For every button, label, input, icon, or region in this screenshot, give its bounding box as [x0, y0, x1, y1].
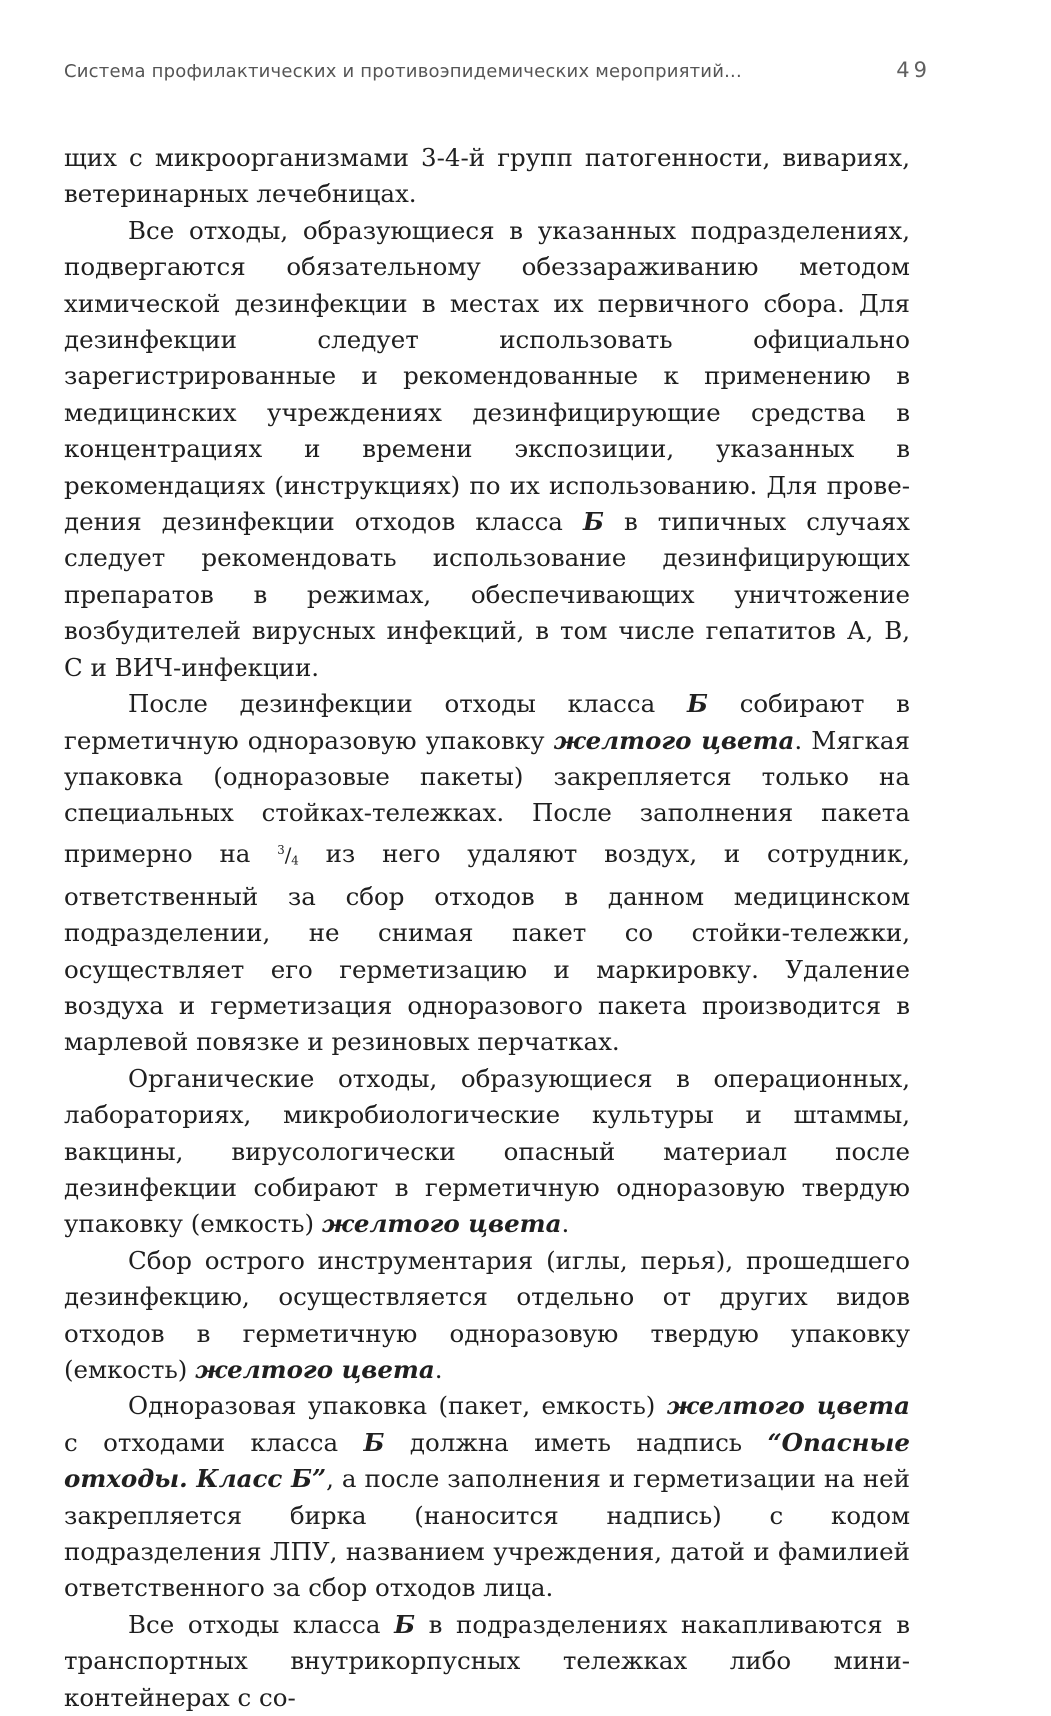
text-run: Все отходы класса — [128, 1609, 395, 1639]
text-run: собирают в герметичную одноразовую упаковку — [64, 689, 910, 755]
paragraph — [64, 140, 910, 213]
paragraph — [64, 1061, 910, 1243]
emphasis-text: желтого цвета — [321, 1209, 562, 1239]
fraction-numerator: 3 — [277, 842, 285, 857]
fraction-denominator: 4 — [291, 853, 299, 868]
text-run: из него удаляют воздух, и сотрудник, ответственный за сбор отходов в данном медицинском подразделении, не снимая пакет со стойки-тележки, осуществляет его герметизацию и маркировку. Удаление воздуха и герметизация одноразового пакета производится в марлевой повязке и резиновых перчатках. — [64, 838, 910, 1057]
emphasis-text: Б — [363, 1427, 385, 1457]
paragraph — [64, 1243, 910, 1389]
text-run: Органические отходы, образующиеся в операционных, лабораториях, микробиологические культуры и штаммы, вакцины, вирусологически опасный материал после дезинфекции собирают в герметичную одноразовую твердую упаковку (емкость) — [64, 1063, 910, 1239]
text-run: Сбор острого инструментария (иглы, перья), прошедшего дезинфекцию, осуществляется отдельно от других видов отходов в герметичную одноразовую твердую упаковку (емкость) — [64, 1245, 910, 1384]
paragraph — [64, 1388, 910, 1606]
emphasis-text: “Опасные отходы. Класс Б” — [64, 1427, 910, 1494]
paragraph — [64, 686, 910, 1061]
fraction: $^3/_4$ — [277, 842, 299, 868]
text-run: . — [561, 1209, 570, 1239]
page-number: 49 — [896, 58, 931, 82]
text-run: Одноразовая упаковка (пакет, емкость) — [128, 1391, 667, 1421]
text-run: После дезинфекции отходы класса — [128, 689, 687, 719]
emphasis-text: желтого цвета — [553, 725, 795, 755]
running-header — [64, 58, 931, 82]
paragraph — [64, 1607, 910, 1716]
emphasis-text: Б — [394, 1609, 415, 1639]
emphasis-text: Б — [686, 689, 708, 719]
emphasis-text: желтого цвета — [195, 1354, 435, 1384]
text-run: . Мягкая упаковка (одноразовые пакеты) закрепляется только на специальных стойках-тележках. После заполнения пакета примерно на — [64, 725, 910, 868]
text-run: с отходами класса — [64, 1427, 364, 1457]
paragraph — [64, 213, 910, 686]
text-run: Все отходы, образующиеся в указанных подразделениях, подвергаются обязательному обеззараживанию методом химической дезинфекции в местах их первичного сбора. Для дезинфекции следует использовать официально зарегистрированные и рекомендованные к применению в медицинских учреждениях дезинфицирующие средства в концентрациях и времени экспозиции, указанных в рекомендациях (инструкциях) по их использованию. Для проведения дезинфекции отходов класса — [64, 215, 910, 537]
emphasis-text: Б — [582, 507, 604, 537]
running-title: Система профилактических и противоэпидемических мероприятий... — [64, 61, 742, 82]
text-run: . — [434, 1354, 443, 1384]
text-run: в типичных случаях следует рекомендовать использование дезинфицирующих препаратов в режимах, обеспечивающих уничтожение возбудителей вирусных инфекций, в том числе гепатитов А, В, С и ВИЧ-инфекции. — [64, 507, 911, 682]
emphasis-text: желтого цвета — [666, 1391, 910, 1421]
text-run: в подразделениях накапливаются в транспортных внутрикорпусных тележках либо мини-контейнерах с со- — [64, 1609, 910, 1712]
text-run: , а после заполнения и герметизации на ней закрепляется бирка (наносится надпись) с кодом подразделения ЛПУ, названием учреждения, датой и фамилией ответственного за сбор отходов лица. — [64, 1464, 911, 1603]
body-text — [64, 140, 910, 1716]
text-run: должна иметь надпись — [384, 1427, 768, 1457]
text-run: щих с микроорганизмами 3-4-й групп патогенности, вивариях, ветеринарных лечебницах. — [64, 143, 910, 209]
